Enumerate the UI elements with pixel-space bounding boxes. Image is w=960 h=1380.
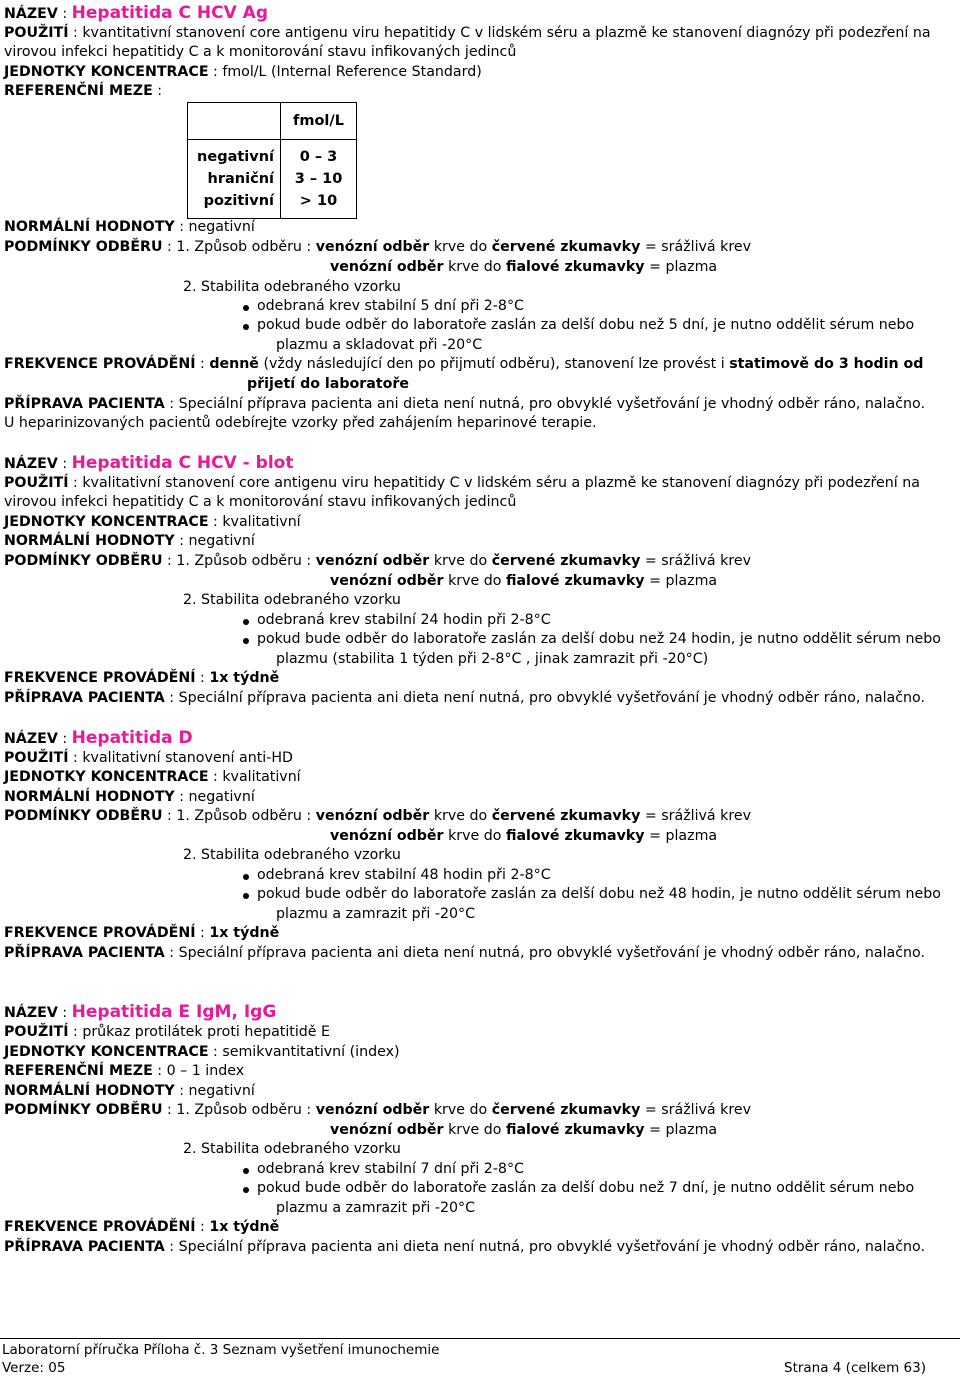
krve-do: krve do [448, 259, 502, 275]
label-nazev: NÁZEV [4, 456, 58, 472]
table-row [188, 168, 357, 190]
table-cell-label: pozitivní [188, 190, 281, 219]
s1-jednotky-line: JEDNOTKY KONCENTRACE : fmol/L (Internal Reference Standard) [4, 64, 482, 80]
krve-do: krve do [448, 828, 502, 844]
bullet-icon [243, 893, 249, 899]
label-pouziti: POUŽITÍ [4, 25, 69, 41]
label-podminky: PODMÍNKY ODBĚRU [4, 808, 163, 824]
s1-pouziti-line2: virovou infekci hepatitidy C a k monitorování stavu infikovaných jedinců [4, 44, 517, 60]
s3-priprava-line: PŘÍPRAVA PACIENTA : Speciální příprava pacienta ani dieta není nutná, pro obvyklé vyšetřování je vhodný odběr ráno, nalačno. [4, 945, 925, 961]
priprava-text: Speciální příprava pacienta ani dieta není nutná, pro obvyklé vyšetřování je vhodný odběr ráno, nalačno. [178, 396, 925, 412]
label-priprava: PŘÍPRAVA PACIENTA [4, 1239, 165, 1255]
priprava-text: Speciální příprava pacienta ani dieta není nutná, pro obvyklé vyšetřování je vhodný odběr ráno, nalačno. [178, 945, 925, 961]
s1-title: Hepatitida C HCV Ag [71, 3, 269, 23]
label-jednotky: JEDNOTKY KONCENTRACE [4, 1044, 209, 1060]
s4-title-line: NÁZEV : Hepatitida E IgM, IgG [4, 1002, 277, 1022]
s2-fialove-line [330, 572, 717, 591]
s2-bullet2-l1: pokud bude odběr do laboratoře zaslán za delší dobu než 24 hodin, je nutno oddělit sérum nebo [257, 631, 941, 647]
plazma: = plazma [649, 259, 718, 275]
s4-jednotky-line: JEDNOTKY KONCENTRACE : semikvantitativní (index) [4, 1044, 400, 1060]
s2-title: Hepatitida C HCV - blot [71, 453, 294, 473]
label-podminky: PODMÍNKY ODBĚRU [4, 553, 163, 569]
s2-pouziti-line2: virovou infekci hepatitidy C a k monitorování stavu infikovaných jedinců [4, 494, 517, 510]
fialove-zkumavky: fialové zkumavky [505, 259, 645, 275]
s2-normalni-value: negativní [188, 533, 255, 549]
label-priprava: PŘÍPRAVA PACIENTA [4, 690, 165, 706]
s4-bullet2-l1: pokud bude odběr do laboratoře zaslán za delší dobu než 7 dní, je nutno oddělit sérum nebo [257, 1180, 915, 1196]
s3-bullet2-l1: pokud bude odběr do laboratoře zaslán za delší dobu než 48 hodin, je nutno oddělit sérum nebo [257, 886, 941, 902]
label-jednotky: JEDNOTKY KONCENTRACE [4, 769, 209, 785]
priprava-text: Speciální příprava pacienta ani dieta není nutná, pro obvyklé vyšetřování je vhodný odběr ráno, nalačno. [178, 690, 925, 706]
s2-podminky-line: PODMÍNKY ODBĚRU : 1. Způsob odběru : venózní odběr krve do červené zkumavky = srážlivá krev [4, 553, 751, 569]
reference-table-header-row [188, 103, 357, 140]
krve-do: krve do [433, 239, 488, 255]
s4-podminky-line: PODMÍNKY ODBĚRU : 1. Způsob odběru : venózní odběr krve do červené zkumavky = srážlivá krev [4, 1102, 751, 1118]
frekvence-statim: statimově do 3 hodin od [729, 356, 924, 372]
s1-frekvence-line: FREKVENCE PROVÁDĚNÍ : denně (vždy následující den po přijmutí odběru), stanovení lze provést i statimově do 3 hodin od [4, 356, 924, 372]
bullet-icon [243, 638, 249, 644]
s4-frekvence-line: FREKVENCE PROVÁDĚNÍ : 1x týdně [4, 1219, 280, 1235]
reference-table-unit: fmol/L [281, 103, 357, 140]
s2-jednotky-line: JEDNOTKY KONCENTRACE : kvalitativní [4, 514, 301, 530]
label-normalni: NORMÁLNÍ HODNOTY [4, 533, 175, 549]
s3-jednotky-value: kvalitativní [222, 769, 301, 785]
label-frekvence: FREKVENCE PROVÁDĚNÍ [4, 670, 196, 686]
s4-normalni-line: NORMÁLNÍ HODNOTY : negativní [4, 1083, 255, 1099]
s1-bullet2-l2: plazmu a skladovat při -20°C [276, 337, 483, 353]
s4-jednotky-value: semikvantitativní (index) [222, 1044, 400, 1060]
table-row [188, 140, 357, 169]
venozni-odber: venózní odběr [330, 573, 444, 589]
frekvence-value: 1x týdně [209, 1219, 280, 1235]
s4-pouziti-text: průkaz protilátek proti hepatitidě E [82, 1024, 330, 1040]
frekvence-value: 1x týdně [209, 670, 280, 686]
footer-divider [0, 1338, 960, 1339]
label-priprava: PŘÍPRAVA PACIENTA [4, 396, 165, 412]
venozni-odber: venózní odběr [330, 828, 444, 844]
krve-do: krve do [433, 808, 488, 824]
s1-priprava-line: PŘÍPRAVA PACIENTA : Speciální příprava pacienta ani dieta není nutná, pro obvyklé vyšetřování je vhodný odběr ráno, nalačno. [4, 396, 925, 412]
zpusob-odberu: 1. Způsob odběru : [176, 1102, 312, 1118]
venozni-odber: venózní odběr [330, 1122, 444, 1138]
cervene-zkumavky: červené zkumavky [491, 1102, 641, 1118]
fialove-zkumavky: fialové zkumavky [505, 1122, 645, 1138]
label-nazev: NÁZEV [4, 1005, 58, 1021]
s3-title: Hepatitida D [71, 728, 193, 748]
footer-title: Laboratorní příručka Příloha č. 3 Seznam vyšetření imunochemie [2, 1342, 440, 1358]
s3-stabilita: 2. Stabilita odebraného vzorku [183, 847, 401, 863]
table-row [188, 190, 357, 219]
s3-normalni-line: NORMÁLNÍ HODNOTY : negativní [4, 789, 255, 805]
fialove-zkumavky: fialové zkumavky [505, 828, 645, 844]
venozni-odber: venózní odběr [315, 553, 430, 569]
s2-bullet1: odebraná krev stabilní 24 hodin při 2-8°C [257, 612, 551, 628]
venozni-odber: venózní odběr [330, 259, 444, 275]
srazliva-krev: = srážlivá krev [644, 1102, 751, 1118]
cervene-zkumavky: červené zkumavky [491, 553, 641, 569]
label-pouziti: POUŽITÍ [4, 475, 69, 491]
label-frekvence: FREKVENCE PROVÁDĚNÍ [4, 925, 196, 941]
label-normalni: NORMÁLNÍ HODNOTY [4, 789, 175, 805]
label-pouziti: POUŽITÍ [4, 1024, 69, 1040]
s2-frekvence-line: FREKVENCE PROVÁDĚNÍ : 1x týdně [4, 670, 280, 686]
reference-table-corner [188, 103, 281, 140]
s1-bullet1: odebraná krev stabilní 5 dní při 2-8°C [257, 298, 524, 314]
s3-podminky-line: PODMÍNKY ODBĚRU : 1. Způsob odběru : venózní odběr krve do červené zkumavky = srážlivá krev [4, 808, 751, 824]
s4-title: Hepatitida E IgM, IgG [71, 1002, 277, 1022]
s1-title-line: NÁZEV : Hepatitida C HCV Ag [4, 3, 269, 23]
s2-normalni-line: NORMÁLNÍ HODNOTY : negativní [4, 533, 255, 549]
label-referencni: REFERENČNÍ MEZE [4, 83, 153, 99]
label-frekvence: FREKVENCE PROVÁDĚNÍ [4, 356, 196, 372]
s2-stabilita: 2. Stabilita odebraného vzorku [183, 592, 401, 608]
plazma: = plazma [649, 573, 718, 589]
s1-jednotky-value: fmol/L (Internal Reference Standard) [222, 64, 482, 80]
label-jednotky: JEDNOTKY KONCENTRACE [4, 64, 209, 80]
bullet-icon [243, 305, 249, 311]
s3-normalni-value: negativní [188, 789, 255, 805]
label-nazev: NÁZEV [4, 731, 58, 747]
label-nazev: NÁZEV [4, 6, 58, 22]
s1-heparin-note: U heparinizovaných pacientů odebírejte vzorky před zahájením heparinové terapie. [4, 415, 597, 431]
venozni-odber: venózní odběr [315, 239, 430, 255]
srazliva-krev: = srážlivá krev [644, 239, 751, 255]
plazma: = plazma [649, 828, 718, 844]
srazliva-krev: = srážlivá krev [644, 553, 751, 569]
s1-normalni-line: NORMÁLNÍ HODNOTY : negativní [4, 219, 255, 235]
s2-bullet2-l2: plazmu (stabilita 1 týden při 2-8°C , jinak zamrazit při -20°C) [276, 651, 709, 667]
frekvence-detail: (vždy následující den po přijmutí odběru), stanovení lze provést i [263, 356, 725, 372]
label-priprava: PŘÍPRAVA PACIENTA [4, 945, 165, 961]
s2-pouziti-line: POUŽITÍ : kvalitativní stanovení core antigenu viru hepatitidy C v lidském séru a plazmě ke stanovení diagnózy při podezření na [4, 475, 920, 491]
s1-normalni-value: negativní [188, 219, 255, 235]
bullet-icon [243, 874, 249, 880]
table-cell-value: 3 – 10 [294, 171, 343, 187]
zpusob-odberu: 1. Způsob odběru : [176, 553, 312, 569]
cervene-zkumavky: červené zkumavky [491, 808, 641, 824]
s4-fialove-line [330, 1121, 717, 1140]
label-pouziti: POUŽITÍ [4, 750, 69, 766]
table-cell-label: hraniční [188, 168, 281, 190]
label-normalni: NORMÁLNÍ HODNOTY [4, 1083, 175, 1099]
bullet-icon [243, 1168, 249, 1174]
s2-priprava-line: PŘÍPRAVA PACIENTA : Speciální příprava pacienta ani dieta není nutná, pro obvyklé vyšetřování je vhodný odběr ráno, nalačno. [4, 690, 925, 706]
s2-title-line: NÁZEV : Hepatitida C HCV - blot [4, 453, 294, 473]
s2-pouziti-text: kvalitativní stanovení core antigenu viru hepatitidy C v lidském séru a plazmě ke stanovení diagnózy při podezření na [82, 475, 920, 491]
label-podminky: PODMÍNKY ODBĚRU [4, 1102, 163, 1118]
plazma: = plazma [649, 1122, 718, 1138]
s3-bullet2-l2: plazmu a zamrazit při -20°C [276, 906, 476, 922]
krve-do: krve do [448, 1122, 502, 1138]
krve-do: krve do [433, 1102, 488, 1118]
s1-fialove-line [330, 258, 717, 277]
priprava-text: Speciální příprava pacienta ani dieta není nutná, pro obvyklé vyšetřování je vhodný odběr ráno, nalačno. [178, 1239, 925, 1255]
venozni-odber: venózní odběr [315, 808, 430, 824]
frekvence-value: 1x týdně [209, 925, 280, 941]
bullet-icon [243, 619, 249, 625]
krve-do: krve do [448, 573, 502, 589]
s2-jednotky-value: kvalitativní [222, 514, 301, 530]
label-normalni: NORMÁLNÍ HODNOTY [4, 219, 175, 235]
s3-jednotky-line: JEDNOTKY KONCENTRACE : kvalitativní [4, 769, 301, 785]
s3-frekvence-line: FREKVENCE PROVÁDĚNÍ : 1x týdně [4, 925, 280, 941]
s3-title-line: NÁZEV : Hepatitida D [4, 728, 193, 748]
reference-table [187, 102, 357, 219]
table-cell-value: 0 – 3 [299, 149, 338, 165]
s4-bullet2-l2: plazmu a zamrazit při -20°C [276, 1200, 476, 1216]
frekvence-denne: denně [209, 356, 259, 372]
s3-pouziti-text: kvalitativní stanovení anti-HD [82, 750, 293, 766]
venozni-odber: venózní odběr [315, 1102, 430, 1118]
srazliva-krev: = srážlivá krev [644, 808, 751, 824]
table-cell-label: negativní [188, 140, 281, 169]
s4-referencni-value: 0 – 1 index [166, 1063, 245, 1079]
krve-do: krve do [433, 553, 488, 569]
s4-bullet1: odebraná krev stabilní 7 dní při 2-8°C [257, 1161, 524, 1177]
s1-podminky-line: PODMÍNKY ODBĚRU : 1. Způsob odběru : venózní odběr krve do červené zkumavky = srážlivá krev [4, 239, 751, 255]
footer-page-number: Strana 4 (celkem 63) [784, 1360, 926, 1376]
s1-stabilita: 2. Stabilita odebraného vzorku [183, 279, 401, 295]
fialove-zkumavky: fialové zkumavky [505, 573, 645, 589]
s4-normalni-value: negativní [188, 1083, 255, 1099]
s1-referencni-line: REFERENČNÍ MEZE : [4, 83, 163, 99]
footer-version: Verze: 05 [2, 1360, 66, 1376]
s3-fialove-line [330, 827, 717, 846]
s4-referencni-line: REFERENČNÍ MEZE : 0 – 1 index [4, 1063, 245, 1079]
s4-priprava-line: PŘÍPRAVA PACIENTA : Speciální příprava pacienta ani dieta není nutná, pro obvyklé vyšetřování je vhodný odběr ráno, nalačno. [4, 1239, 925, 1255]
s1-pouziti-line: POUŽITÍ : kvantitativní stanovení core antigenu viru hepatitidy C v lidském séru a plazmě ke stanovení diagnózy při podezření na [4, 25, 931, 41]
label-referencni: REFERENČNÍ MEZE [4, 1063, 153, 1079]
label-frekvence: FREKVENCE PROVÁDĚNÍ [4, 1219, 196, 1235]
s1-frekvence-l2: přijetí do laboratoře [247, 376, 409, 392]
table-cell-value: > 10 [299, 193, 338, 209]
s4-stabilita: 2. Stabilita odebraného vzorku [183, 1141, 401, 1157]
label-jednotky: JEDNOTKY KONCENTRACE [4, 514, 209, 530]
zpusob-odberu: 1. Způsob odběru : [176, 808, 312, 824]
s3-pouziti-line: POUŽITÍ : kvalitativní stanovení anti-HD [4, 750, 293, 766]
s1-bullet2-l1: pokud bude odběr do laboratoře zaslán za delší dobu než 5 dní, je nutno oddělit sérum nebo [257, 317, 915, 333]
bullet-icon [243, 324, 249, 330]
bullet-icon [243, 1187, 249, 1193]
cervene-zkumavky: červené zkumavky [491, 239, 641, 255]
s1-pouziti-text: kvantitativní stanovení core antigenu viru hepatitidy C v lidském séru a plazmě ke stanovení diagnózy při podezření na [82, 25, 931, 41]
label-podminky: PODMÍNKY ODBĚRU [4, 239, 163, 255]
s3-bullet1: odebraná krev stabilní 48 hodin při 2-8°C [257, 867, 551, 883]
zpusob-odberu: 1. Způsob odběru : [176, 239, 312, 255]
s4-pouziti-line: POUŽITÍ : průkaz protilátek proti hepatitidě E [4, 1024, 330, 1040]
